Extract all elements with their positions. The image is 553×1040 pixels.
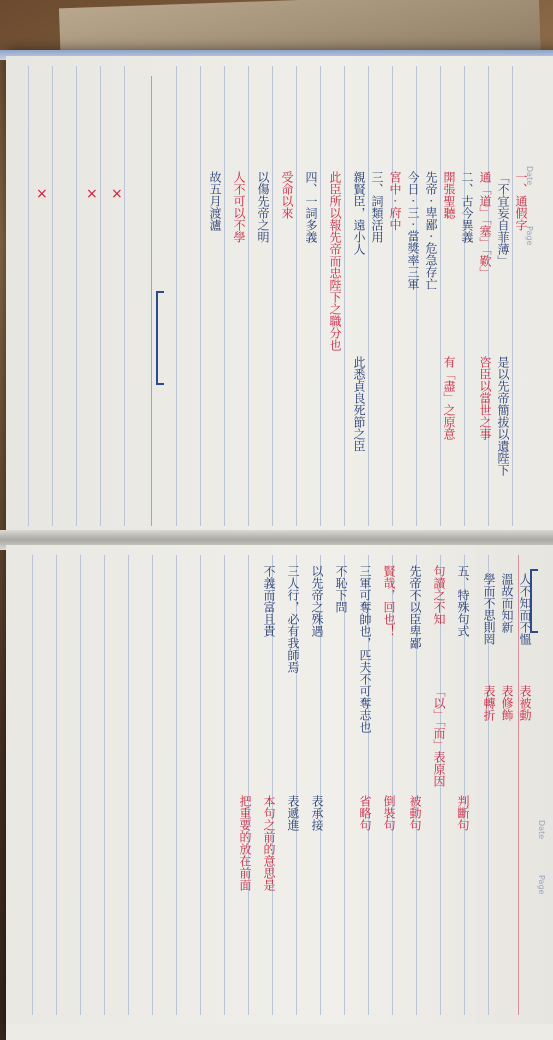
ruled-line [440, 66, 441, 526]
ruled-line [100, 66, 101, 526]
margin-line [151, 76, 152, 526]
handwritten-line: 三、詞類活用 [370, 171, 384, 243]
handwritten-side-note: 是以先帝簡拔以遺陛下 [496, 356, 510, 476]
ruled-line [248, 555, 249, 1015]
ruled-line [272, 66, 273, 526]
ruled-line [368, 66, 369, 526]
handwritten-line: 四、一詞多義 [304, 171, 318, 243]
ruled-line [56, 555, 57, 1015]
ruled-line [248, 66, 249, 526]
page-header: Page [525, 226, 534, 246]
handwritten-line: 開張聖聽 [442, 171, 456, 219]
ruled-line [200, 555, 201, 1015]
ruled-line [28, 66, 29, 526]
ruled-line [128, 555, 129, 1015]
handwritten-side-note: 「以」「而」表原因 [432, 685, 446, 787]
ruled-line [32, 555, 33, 1015]
notebook-page-bottom [6, 545, 553, 1024]
ruled-line [176, 555, 177, 1015]
handwritten-line: 故五月渡瀘 [208, 171, 222, 231]
handwritten-side-note: 把重要的放在前面 [238, 795, 252, 891]
handwritten-line: 二、古今異義 [460, 171, 474, 243]
date-header: Date [525, 166, 534, 186]
ruled-line [52, 66, 53, 526]
ruled-line [200, 66, 201, 526]
handwritten-side-note: 表被動 [518, 685, 532, 721]
handwritten-line: 句讀之不知 [432, 565, 446, 625]
ruled-line [320, 66, 321, 526]
ruled-line [224, 66, 225, 526]
handwritten-side-note: 咨臣以當世之事 [478, 356, 492, 440]
ruled-line [344, 66, 345, 526]
x-mark: × [36, 186, 48, 202]
bracket [156, 291, 164, 385]
bracket [530, 569, 538, 633]
handwritten-line: 五、特殊句式 [456, 565, 470, 637]
handwritten-line: 溫故而知新 [500, 573, 514, 633]
handwritten-side-note: 有「盡」之原意 [442, 356, 456, 440]
handwritten-line: 宮中 · 府中 [388, 171, 402, 231]
ruled-line [152, 555, 153, 1015]
handwritten-side-note: 被動句 [408, 795, 422, 831]
handwritten-line: 以先帝之殊遇 [310, 565, 324, 637]
notebook-page-top [6, 56, 553, 536]
ruled-line [124, 66, 125, 526]
date-header: Date [537, 820, 546, 840]
ruled-line [76, 66, 77, 526]
handwritten-side-note: 表遞進 [286, 795, 300, 831]
handwritten-side-note: 表轉折 [482, 685, 496, 721]
handwritten-line: 「不宜妄自菲薄」 [496, 171, 510, 267]
ruled-line [464, 66, 465, 526]
handwritten-line: 人不知而不慍 [518, 573, 532, 645]
handwritten-line: 不義而富且貴 [262, 565, 276, 637]
ruled-line [488, 66, 489, 526]
handwritten-side-note: 判斷句 [456, 795, 470, 831]
handwritten-side-note: 倒裝句 [382, 795, 396, 831]
handwritten-side-note: 表修飾 [500, 685, 514, 721]
handwritten-line: 一、通假字 [514, 171, 528, 231]
ruled-line [512, 66, 513, 526]
ruled-line [80, 555, 81, 1015]
handwritten-line: 不恥下問 [334, 565, 348, 613]
handwritten-line: 通「道」「塞」「歎」 [478, 171, 492, 279]
handwritten-line: 今日 · 三 · 當獎率三軍 [406, 171, 420, 290]
ruled-line [176, 66, 177, 526]
page-header: Page [537, 875, 546, 895]
handwritten-side-note: 此悉貞良死節之臣 [352, 356, 366, 452]
ruled-line [296, 66, 297, 526]
handwritten-side-note: 表承接 [310, 795, 324, 831]
handwritten-line: 先帝 · 卑鄙 · 危急存亡 [424, 171, 438, 290]
handwritten-line: 學而不思則罔 [482, 573, 496, 645]
handwritten-line: 人不可以不學 [232, 171, 246, 243]
handwritten-line: 先帝不以臣卑鄙 [408, 565, 422, 649]
ruled-line [344, 555, 345, 1015]
ruled-line [224, 555, 225, 1015]
x-mark: × [111, 186, 123, 202]
handwritten-side-note: 本句之前的意思是 [262, 795, 276, 891]
handwritten-line: 受命以來 [280, 171, 294, 219]
ruled-line [416, 66, 417, 526]
handwritten-line: 此臣所以報先帝而忠陛下之職分也 [328, 171, 342, 351]
handwritten-side-note: 省略句 [358, 795, 372, 831]
handwritten-line: 以傷先帝之明 [256, 171, 270, 243]
handwritten-line: 三人行，必有我師焉 [286, 565, 300, 673]
ruled-line [104, 555, 105, 1015]
ruled-line [392, 66, 393, 526]
handwritten-line: 賢哉，回也！ [382, 565, 396, 637]
handwritten-line: 親賢臣，遠小人 [352, 171, 366, 255]
handwritten-line: 三軍可奪帥也，匹夫不可奪志也 [358, 565, 372, 733]
x-mark: × [86, 186, 98, 202]
